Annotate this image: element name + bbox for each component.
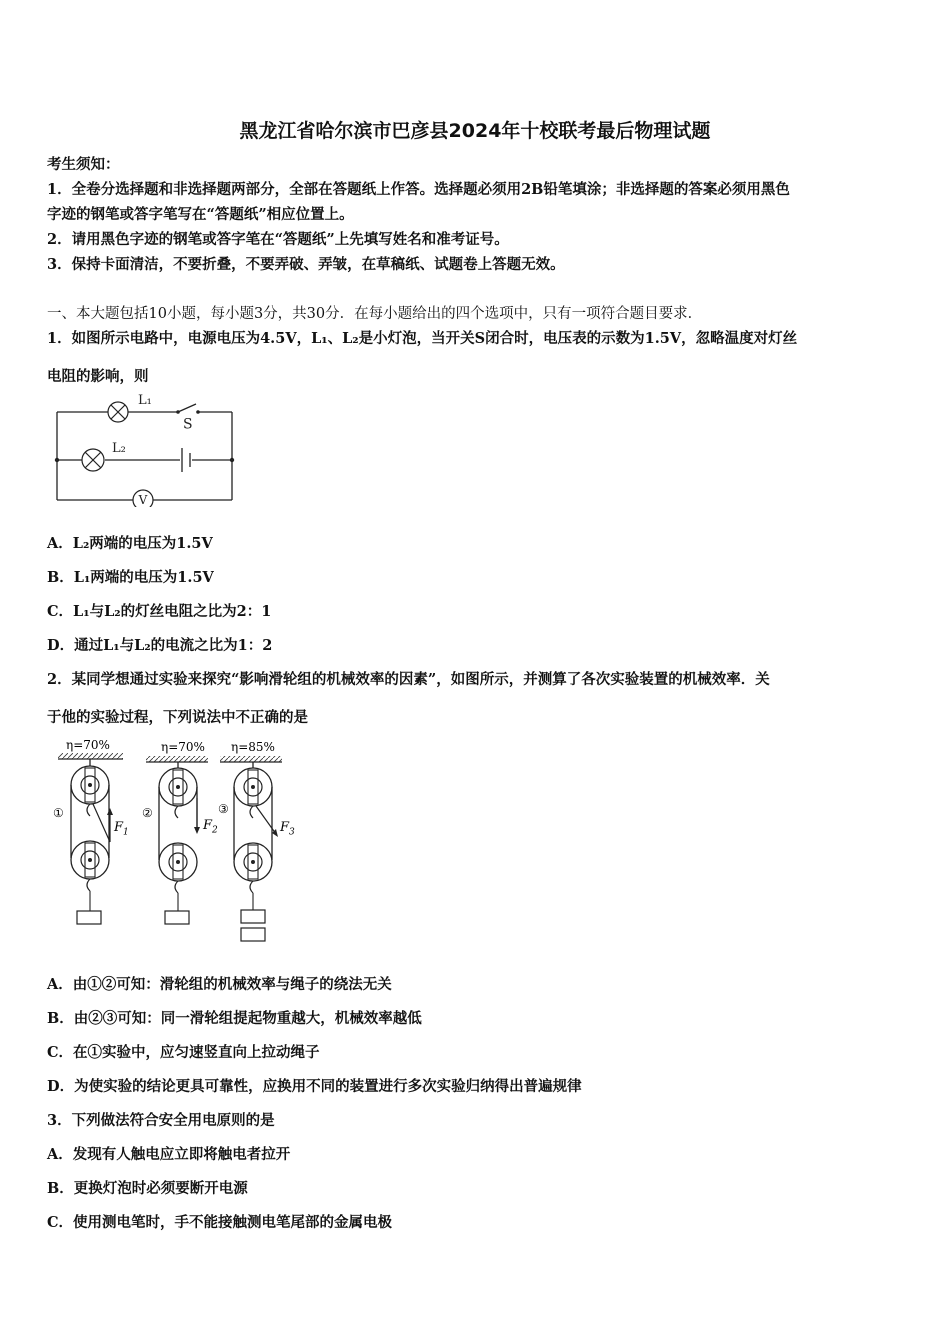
junction-dot-icon — [55, 458, 59, 462]
option: C．使用测电笔时，手不能接触测电笔尾部的金属电极 — [47, 1214, 393, 1231]
question-2-stem-cont: 于他的实验过程，下列说法中不正确的是 — [47, 709, 308, 726]
svg-text:3: 3 — [289, 827, 295, 838]
svg-text:F: F — [203, 817, 213, 833]
notice-item: 3．保持卡面清洁，不要折叠，不要弄破、弄皱，在草稿纸、试题卷上答题无效。 — [47, 256, 565, 273]
switch-contact-icon — [176, 410, 180, 414]
svg-text:①: ① — [53, 805, 64, 820]
question-2-stem: 2．某同学想通过实验来探究“影响滑轮组的机械效率的因素”，如图所示，并测算了各次实验装置的机械效率．关 — [47, 671, 770, 688]
svg-text:2: 2 — [212, 825, 218, 836]
pulley-diagram — [48, 738, 308, 948]
label-switch: S — [183, 416, 193, 433]
notice-item: 字迹的钢笔或答字笔写在“答题纸”相应位置上。 — [47, 206, 354, 223]
svg-text:η=70%: η=70% — [161, 739, 205, 754]
label-l1: L₁ — [138, 392, 152, 408]
question-1-stem-cont: 电阻的影响，则 — [47, 368, 149, 385]
option: C．L₁与L₂的灯丝电阻之比为2：1 — [47, 603, 272, 620]
notice-item: 2．请用黑色字迹的钢笔或答字笔在“答题纸”上先填写姓名和准考证号。 — [47, 231, 509, 248]
question-3-stem: 3．下列做法符合安全用电原则的是 — [47, 1112, 275, 1129]
option: B．更换灯泡时必须要断开电源 — [47, 1180, 248, 1197]
svg-text:η=70%: η=70% — [66, 738, 110, 752]
notice-heading: 考生须知： — [47, 156, 120, 173]
section-heading: 一、本大题包括10小题，每小题3分，共30分．在每小题给出的四个选项中，只有一项符合题目要求． — [47, 306, 703, 322]
option: B．由②③可知：同一滑轮组提起物重越大，机械效率越低 — [47, 1010, 422, 1027]
circuit-diagram — [50, 392, 240, 507]
option: B．L₁两端的电压为1.5V — [47, 569, 214, 586]
svg-text:η=85%: η=85% — [231, 739, 275, 754]
label-l2: L₂ — [112, 440, 126, 456]
label-voltmeter: V — [138, 493, 148, 507]
lamp-l2-icon — [82, 449, 104, 471]
option: A．由①②可知：滑轮组的机械效率与绳子的绕法无关 — [47, 976, 392, 993]
option: A．发现有人触电应立即将触电者拉开 — [47, 1146, 291, 1163]
option: C．在①实验中，应匀速竖直向上拉动绳子 — [47, 1044, 320, 1061]
option: D．通过L₁与L₂的电流之比为1：2 — [47, 637, 273, 654]
lamp-l1-icon — [108, 402, 128, 422]
svg-text:②: ② — [142, 805, 153, 820]
svg-text:F: F — [114, 819, 124, 835]
svg-text:F: F — [280, 819, 290, 835]
switch-contact-icon — [196, 410, 200, 414]
svg-text:③: ③ — [218, 801, 229, 816]
option: A．L₂两端的电压为1.5V — [47, 535, 213, 552]
svg-text:1: 1 — [123, 827, 129, 838]
notice-item: 1．全卷分选择题和非选择题两部分，全部在答题纸上作答。选择题必须用2B铅笔填涂；非选择题的答案必须用黑色 — [47, 181, 790, 198]
option: D．为使实验的结论更具可靠性，应换用不同的装置进行多次实验归纳得出普遍规律 — [47, 1078, 582, 1095]
question-1-stem: 1．如图所示电路中，电源电压为4.5V，L₁、L₂是小灯泡，当开关S闭合时，电压表的示数为1.5V，忽略温度对灯丝 — [47, 330, 798, 347]
pulley-setup-3 — [218, 740, 295, 941]
pulley-setup-1 — [53, 738, 129, 924]
junction-dot-icon — [230, 458, 234, 462]
pulley-setup-2 — [142, 740, 218, 924]
page-title: 黑龙江省哈尔滨市巴彦县2024年十校联考最后物理试题 — [239, 120, 711, 142]
